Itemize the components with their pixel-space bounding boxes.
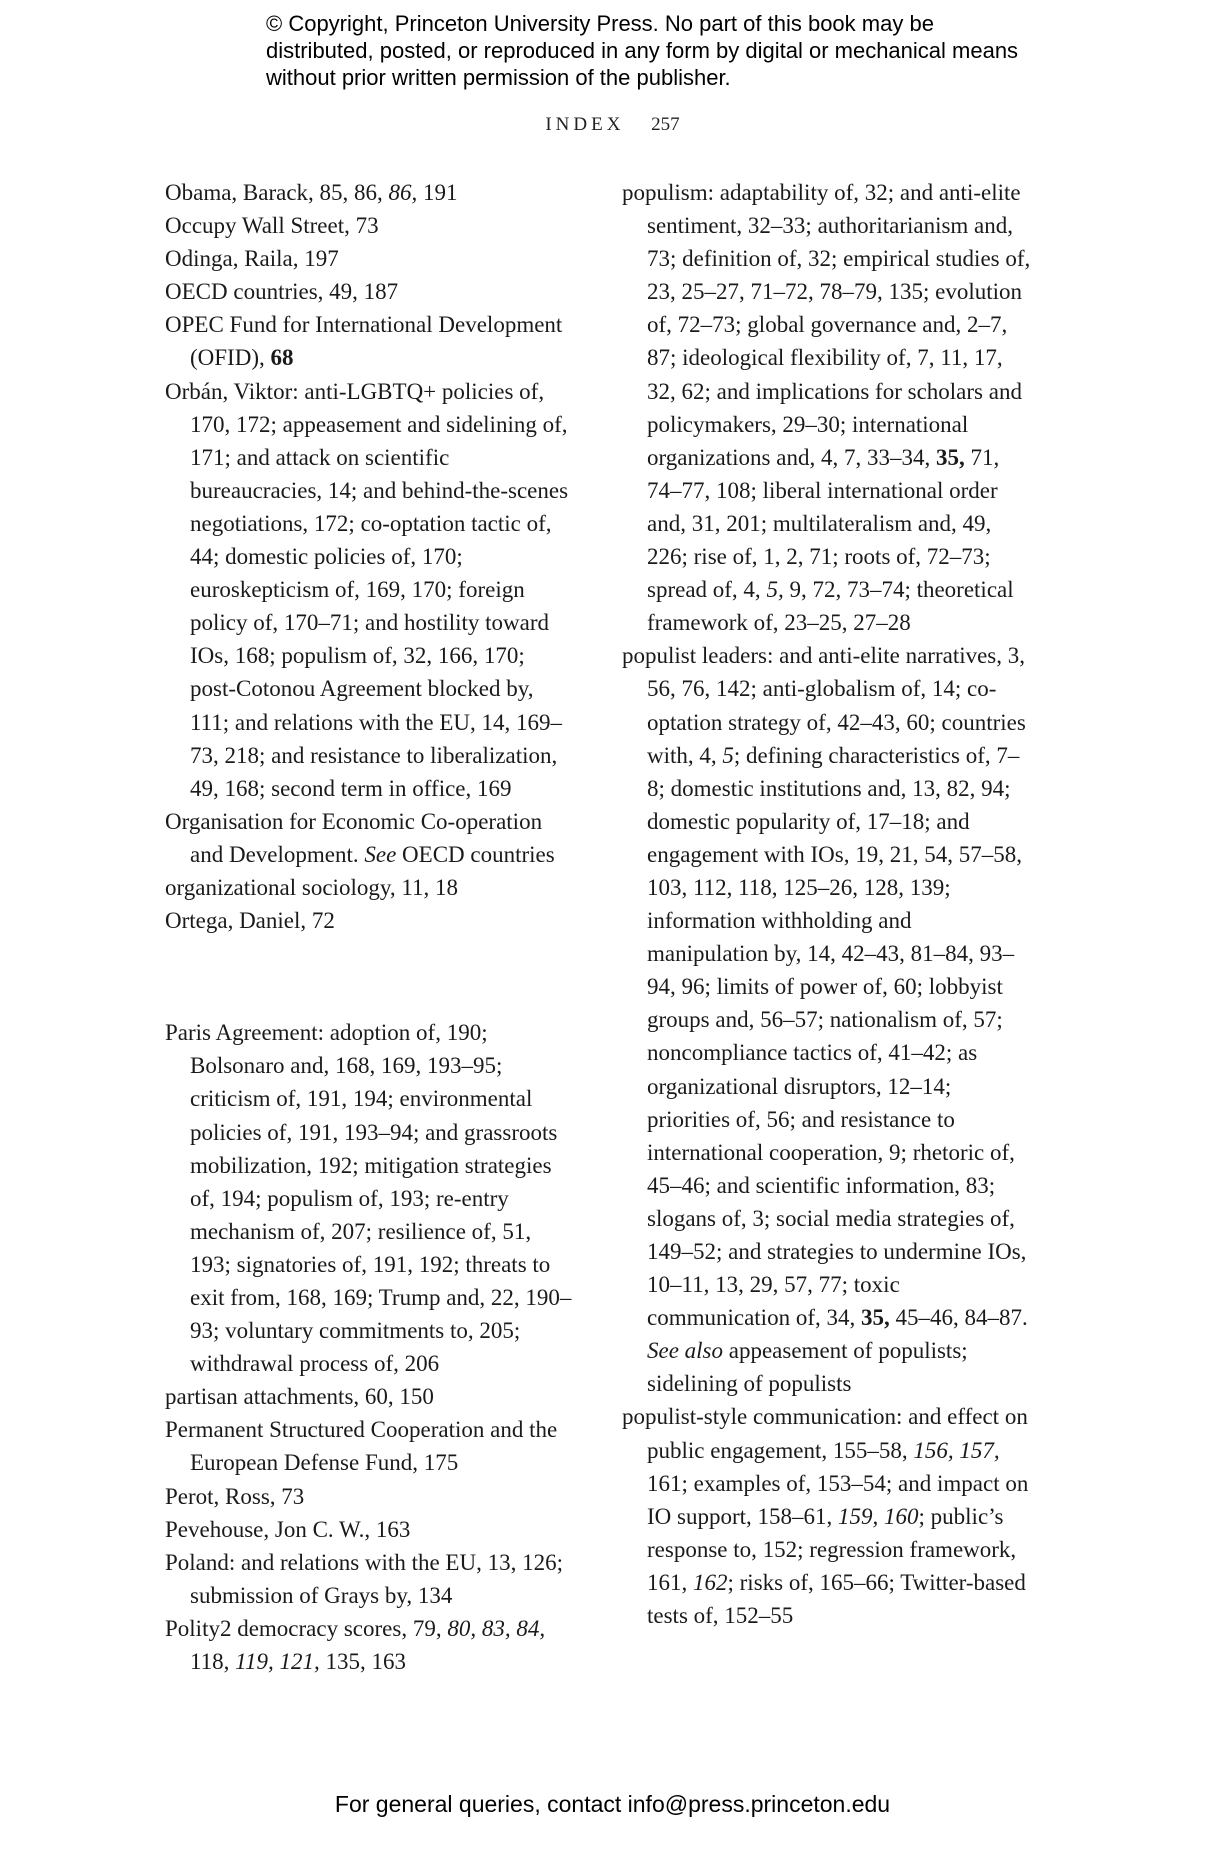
- copyright-notice: © Copyright, Princeton University Press. No part of this book may be distributed, posted, or reproduced in any form by digital or mechanical means without prior written permission of the publisher.: [266, 11, 1019, 90]
- index-entry: OECD countries, 49, 187: [165, 279, 399, 305]
- index-entry: Occupy Wall Street, 73: [165, 213, 379, 239]
- page-number: 257: [651, 114, 680, 135]
- index-entry: Pevehouse, Jon C. W., 163: [165, 1516, 411, 1542]
- letter-gap: [165, 960, 575, 993]
- index-entry: Perot, Ross, 73: [165, 1483, 305, 1509]
- index-entry: partisan attachments, 60, 150: [165, 1384, 434, 1410]
- index-entry: Organisation for Economic Co-operation and Development. See OECD countries: [165, 808, 555, 867]
- index-entry: populist leaders: and anti-elite narratives, 3, 56, 76, 142; anti-globalism of, 14; co-optation strategy of, 42–43, 60; countries with, 4, 5; defining characteristics of, 7–8; domestic institutions and, 13, 82, 94; domestic popularity of, 17–18; and engagement with IOs, 19, 21, 54, 57–58, 103, 112, 118, 125–26, 128, 139; information withholding and manipulation by, 14, 42–43, 81–84, 93–94, 96; limits of power of, 60; lobbyist groups and, 56–57; nationalism of, 57; noncompliance tactics of, 41–42; as organizational disruptors, 12–14; priorities of, 56; and resistance to international cooperation, 9; rhetoric of, 45–46; and scientific information, 83; slogans of, 3; social media strategies of, 149–52; and strategies to undermine IOs, 10–11, 13, 29, 57, 77; toxic communication of, 34, 35, 45–46, 84–87. See also appeasement of populists; sidelining of populists: [622, 643, 1028, 1397]
- index-entry: populism: adaptability of, 32; and anti-elite sentiment, 32–33; authoritarianism and, 73; definition of, 32; empirical studies of, 23, 25–27, 71–72, 78–79, 135; evolution of, 72–73; global governance and, 2–7, 87; ideological flexibility of, 7, 11, 17, 32, 62; and implications for scholars and policymakers, 29–30; international organizations and, 4, 7, 33–34, 35, 71, 74–77, 108; liberal international order and, 31, 201; multilateralism and, 49, 226; rise of, 1, 2, 71; roots of, 72–73; spread of, 4, 5, 9, 72, 73–74; theoretical framework of, 23–25, 27–28: [622, 180, 1031, 636]
- index-entry: populist-style communication: and effect on public engagement, 155–58, 156, 157, 161; examples of, 153–54; and impact on IO support, 158–61, 159, 160; public’s response to, 152; regression framework, 161, 162; risks of, 165–66; Twitter-based tests of, 152–55: [622, 1404, 1029, 1629]
- index-entry: Paris Agreement: adoption of, 190; Bolsonaro and, 168, 169, 193–95; criticism of, 191, 194; environmental policies of, 191, 193–94; and grassroots mobilization, 192; mitigation strategies of, 194; populism of, 193; re-entry mechanism of, 207; resilience of, 51, 193; signatories of, 191, 192; threats to exit from, 168, 169; Trump and, 22, 190–93; voluntary commitments to, 205; withdrawal process of, 206: [165, 1020, 572, 1377]
- index-entry: Orbán, Viktor: anti-LGBTQ+ policies of, 170, 172; appeasement and sidelining of, 171; and attack on scientific bureaucracies, 14; and behind-the-scenes negotiations, 172; co-optation tactic of, 44; domestic policies of, 170; euroskepticism of, 169, 170; foreign policy of, 170–71; and hostility toward IOs, 168; populism of, 32, 166, 170; post-Cotonou Agreement blocked by, 111; and relations with the EU, 14, 169–73, 218; and resistance to liberalization, 49, 168; second term in office, 169: [165, 378, 569, 801]
- index-entry: Polity2 democracy scores, 79, 80, 83, 84, 118, 119, 121, 135, 163: [165, 1615, 546, 1675]
- index-entry: Poland: and relations with the EU, 13, 126; submission of Grays by, 134: [165, 1549, 563, 1608]
- index-entry: Ortega, Daniel, 72: [165, 908, 335, 934]
- index-entry: organizational sociology, 11, 18: [165, 874, 458, 900]
- index-entry: OPEC Fund for International Development (OFID), 68: [165, 312, 563, 371]
- index-column-right: [622, 176, 1032, 1632]
- index-entry: Odinga, Raila, 197: [165, 246, 339, 272]
- index-entry: Obama, Barack, 85, 86, 86, 191: [165, 180, 458, 205]
- index-entry: Permanent Structured Cooperation and the European Defense Fund, 175: [165, 1417, 558, 1476]
- running-head-label: INDEX: [545, 114, 625, 135]
- index-column-left: [165, 176, 575, 1678]
- footer-contact: For general queries, contact info@press.princeton.edu: [334, 1791, 891, 1817]
- running-head: [0, 114, 1225, 136]
